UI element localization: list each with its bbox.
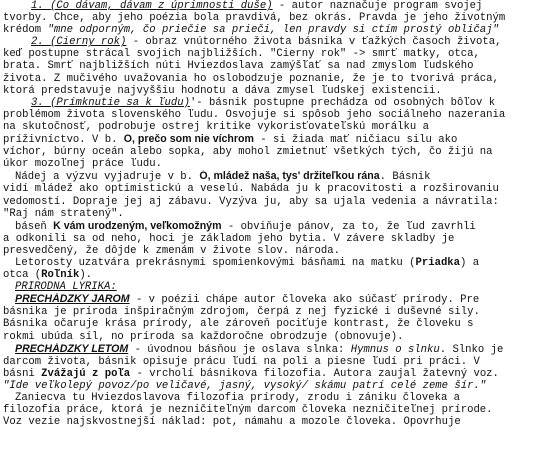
text-segment: Hymnus o slnku [350, 343, 440, 356]
text-line [3, 343, 548, 356]
text-segment: "mne odporným, čo priečie sa prieči, len pravdy si ctím prostý obličaj" [47, 24, 499, 37]
text-segment: krédom [3, 24, 48, 37]
text-line [3, 293, 548, 306]
text-segment: básnika je príroda inšpiračným zdrojom, čerpá z nej fyzické i duševné sily. [3, 306, 480, 319]
text-line [3, 146, 548, 158]
text-segment: Nádej a výzvu vyjadruje v b. [15, 171, 200, 184]
text-segment: . Slnko je [439, 343, 504, 356]
text-segment: života. Z mučivého uvažovania ho oslobodzuje poznanie, že je to tvorivá práca, [3, 72, 499, 85]
text-segment: úkor mozoľnej práce ľudu. [3, 158, 162, 171]
text-segment: - obraz vnútorného života básnika v ťažkých časoch života, [126, 36, 502, 49]
text-segment: PRECHÁDZKY JAROM [15, 293, 130, 306]
text-segment: rokmi ubúda síl, no príroda sa každoročne obrodzuje (obnovuje). [3, 330, 404, 343]
text-line [3, 269, 548, 281]
text-segment: 2. (Čierny rok) [31, 36, 127, 49]
document-page [3, 0, 548, 428]
text-line [3, 257, 548, 269]
text-segment: víchor, búrny oceán alebo sopka, aby mohol zmietnuť všetkých tých, čo žijú na [3, 146, 493, 159]
text-segment: ). [79, 269, 93, 282]
text-segment: a odkonili sa od neho, hoci je základom jeho bytia. V závere skladby je [3, 232, 455, 245]
text-line [3, 170, 548, 183]
text-segment: problémom života slovenského ľudu. Osvojuje si spôsob jeho sociálneho nazerania [3, 108, 506, 121]
text-line [3, 392, 548, 404]
text-segment: brata. Smrť najbližších núti Hviezdoslava zamýšľať sa nad zmyslom ľudského [3, 60, 474, 73]
text-segment: tvorby. Chce, aby jeho poézia bola pravdivá, bez okrás. Pravda je jeho životným [3, 12, 506, 25]
text-segment: keď postupne strácal svojich najbližších. "Čierny rok" -> smrť matky, otca, [3, 48, 480, 61]
text-line [3, 196, 548, 208]
text-segment: "Raj nám stratený". [3, 207, 124, 220]
text-segment: Roľník [41, 269, 80, 282]
text-line [3, 48, 548, 60]
text-line [3, 121, 548, 133]
text-line [3, 245, 548, 257]
text-line [3, 356, 548, 368]
text-line [3, 404, 548, 416]
text-segment: Ó, mládež naša, tys' držiteľkou rána [199, 170, 380, 183]
text-line [3, 233, 548, 245]
text-segment: '- básnik postupne prechádza od osobných bôľov k [189, 96, 496, 109]
text-segment: 1. (Čo dávam, dávam z úprimnosti duše) [31, 0, 273, 12]
text-segment: PRECHÁDZKY LETOM [15, 342, 129, 355]
text-line [3, 109, 548, 121]
text-line [3, 133, 548, 146]
text-segment: báseň [15, 220, 54, 233]
text-segment: Básnika očaruje krása prírody, ale zároveň pociťuje kontrast, že človeku s [3, 318, 474, 331]
text-line [3, 281, 548, 293]
text-line [3, 208, 548, 220]
text-segment: PRÍRODNÁ LYRIKA: [15, 281, 117, 294]
text-line [3, 85, 548, 97]
text-segment: O, prečo som nie víchrom [123, 133, 254, 146]
text-segment: Priadka [415, 256, 461, 269]
text-segment: - si žiada mať ničiacu silu ako [253, 134, 458, 147]
text-segment: príživníctvo. V b. [3, 134, 124, 147]
text-line [3, 318, 548, 330]
text-segment: . Básnik [379, 171, 431, 184]
text-segment: Voz vezie najskvostnejší náklad: pot, námahu a mozole človeka. Opovrhuje [3, 416, 461, 429]
text-segment: vidí mládež ako optimistickú a veselú. Nabáda ju k pracovitosti a rozširovaniu [3, 183, 499, 196]
text-line [3, 73, 548, 85]
text-segment: Zvážajú z poľa [41, 367, 131, 380]
text-line [3, 416, 548, 428]
text-segment: - v poézii chápe autor človeka ako súčasť prírody. Pre [129, 294, 480, 307]
text-segment: K vám urodzeným, veľkomožným [53, 219, 222, 232]
text-segment: ) a [460, 256, 480, 269]
text-segment: vedomostí. Dopraje jej aj zábavu. Vyzýva ju, aby sa ujala vedenia a návratila: [3, 195, 499, 208]
text-line [3, 0, 548, 12]
text-line [3, 12, 548, 24]
text-segment: básni [3, 367, 42, 380]
text-line [3, 183, 548, 195]
text-segment: - úvodnou básňou je oslava slnka: [128, 343, 351, 356]
text-segment: ktorá predstavuje najvyššiu hodnotu a dáva zmysel ľudskej existencii. [3, 84, 442, 97]
text-segment: filozofia práce, ktorá je nezničiteľným darcom človeka nezničiteľnej prírode. [3, 404, 493, 417]
text-line [3, 368, 548, 380]
text-line [3, 97, 548, 109]
text-segment: "Ide veľkolepý povoz/po veličavé, jasný, vysoký/ skámu patrí celé zeme šír." [3, 379, 487, 392]
text-segment: darcom života, básnik opisuje prácu ľudí na poli a piesne ľudí pri práci. V [3, 355, 480, 368]
text-line [3, 380, 548, 392]
text-segment: Zaniecva tu Hviezdoslavova filozofia prírody, zrodu i zániku človeka a [15, 392, 461, 404]
text-line [3, 158, 548, 170]
text-segment: otca ( [3, 269, 42, 282]
text-segment: presvedčený, že dôjde k zmenám v živote slov. národa. [3, 244, 340, 257]
text-line [3, 331, 548, 343]
text-line [3, 24, 548, 36]
text-segment: - autor naznačuje program svojej [272, 0, 483, 12]
text-segment: 3. (Prímknutie sa k ľudu) [31, 96, 190, 109]
text-line [3, 36, 548, 48]
text-segment: - vrcholí básnikova filozofia. Autora zaujal žatevný voz. [130, 367, 499, 380]
text-segment: na skutočnosť, podrobuje ostrej kritike vykorisťovateľskú morálku a [3, 120, 429, 133]
text-line [3, 306, 548, 318]
text-line [3, 60, 548, 72]
text-line [3, 220, 548, 233]
text-segment: - obviňuje pánov, za to, že ľud zavrhli [221, 220, 476, 233]
text-segment: Letorosty uzatvára prekrásnymi spomienkovými básňami na matku ( [15, 256, 416, 269]
